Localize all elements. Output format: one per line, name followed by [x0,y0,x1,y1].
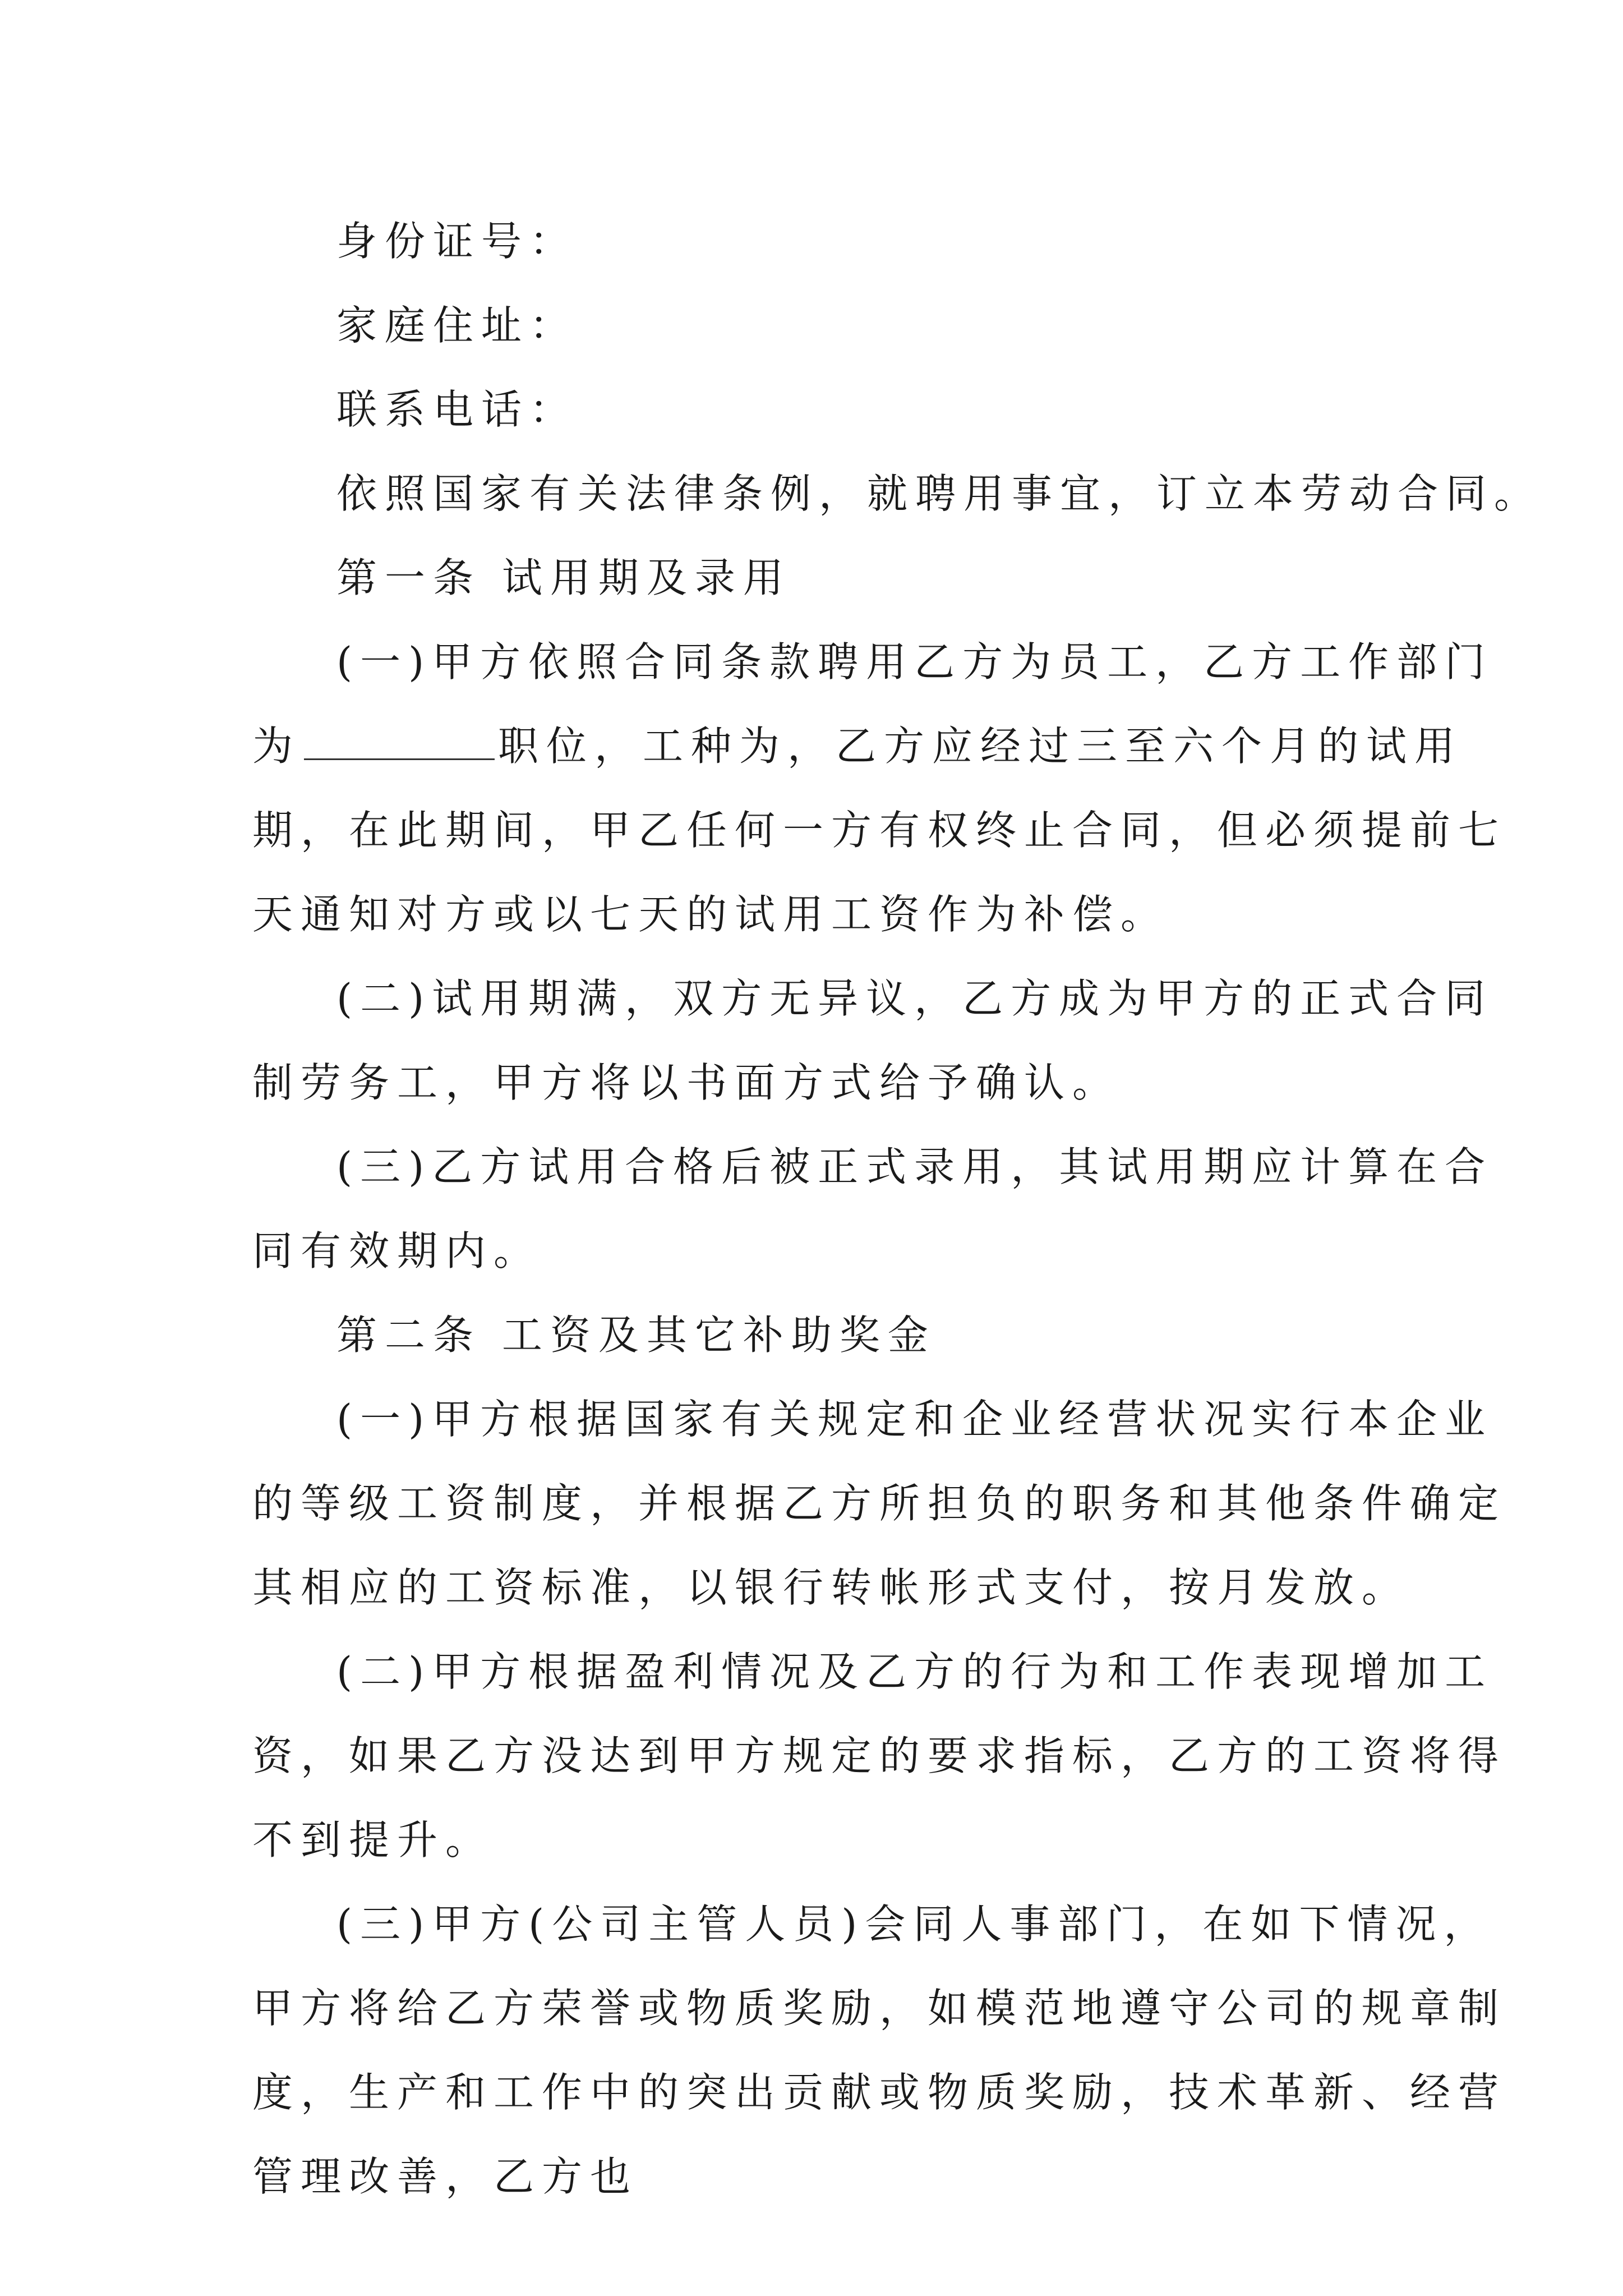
article-1-clause-1-line-2 [252,704,1463,788]
line-text-before-blank: 为 [252,723,301,770]
article-1-clause-2-line-1: (二)试用期满，双方无异议，乙方成为甲方的正式合同 [336,975,1493,1022]
article-1-clause-1-line-1: (一)甲方依照合同条款聘用乙方为员工，乙方工作部门 [336,638,1493,685]
article-2-heading: 第二条 工资及其它补助奖金 [336,1312,936,1359]
article-1-heading: 第一条 试用期及录用 [336,554,791,601]
line-text-after-blank: 职位，工种为，乙方应经过三至六个月的试用 [498,723,1463,770]
article-2-clause-1-line-2: 的等级工资制度，并根据乙方所担负的职务和其他条件确定 [252,1480,1507,1527]
preamble-text: 依照国家有关法律条例，就聘用事宜，订立本劳动合同。 [336,470,1543,517]
article-1-clause-3-line-1: (三)乙方试用合格后被正式录用，其试用期应计算在合 [336,1143,1493,1190]
article-2-clause-3-line-4: 管理改善，乙方也 [252,2153,639,2200]
article-2-clause-2-line-3: 不到提升。 [252,1816,494,1864]
article-2-clause-2-line-1: (二)甲方根据盈利情况及乙方的行为和工作表现增加工 [336,1648,1493,1695]
article-2-clause-3-line-1: (三)甲方(公司主管人员)会同人事部门，在如下情况， [336,1901,1492,1948]
article-1-clause-1-line-4: 天通知对方或以七天的试用工资作为补偿。 [252,891,1169,938]
article-2-clause-2-line-2: 资，如果乙方没达到甲方规定的要求指标，乙方的工资将得 [252,1732,1507,1779]
article-2-clause-1-line-3: 其相应的工资标准，以银行转帐形式支付，按月发放。 [252,1564,1410,1611]
article-2-clause-1-line-1: (一)甲方根据国家有关规定和企业经营状况实行本企业 [336,1396,1493,1443]
home-address-label: 家庭住址： [336,302,578,349]
article-1-clause-3-line-2: 同有效期内。 [252,1227,542,1274]
phone-label: 联系电话： [336,386,578,433]
article-1-clause-1-line-3: 期，在此期间，甲乙任何一方有权终止合同，但必须提前七 [252,807,1507,854]
position-blank-field [304,756,495,760]
id-number-label: 身份证号： [336,218,578,265]
article-1-clause-2-line-2: 制劳务工，甲方将以书面方式给予确认。 [252,1059,1121,1106]
article-2-clause-3-line-2: 甲方将给乙方荣誉或物质奖励，如模范地遵守公司的规章制 [252,1985,1507,2032]
article-2-clause-3-line-3: 度，生产和工作中的突出贡献或物质奖励，技术革新、经营 [252,2069,1507,2116]
